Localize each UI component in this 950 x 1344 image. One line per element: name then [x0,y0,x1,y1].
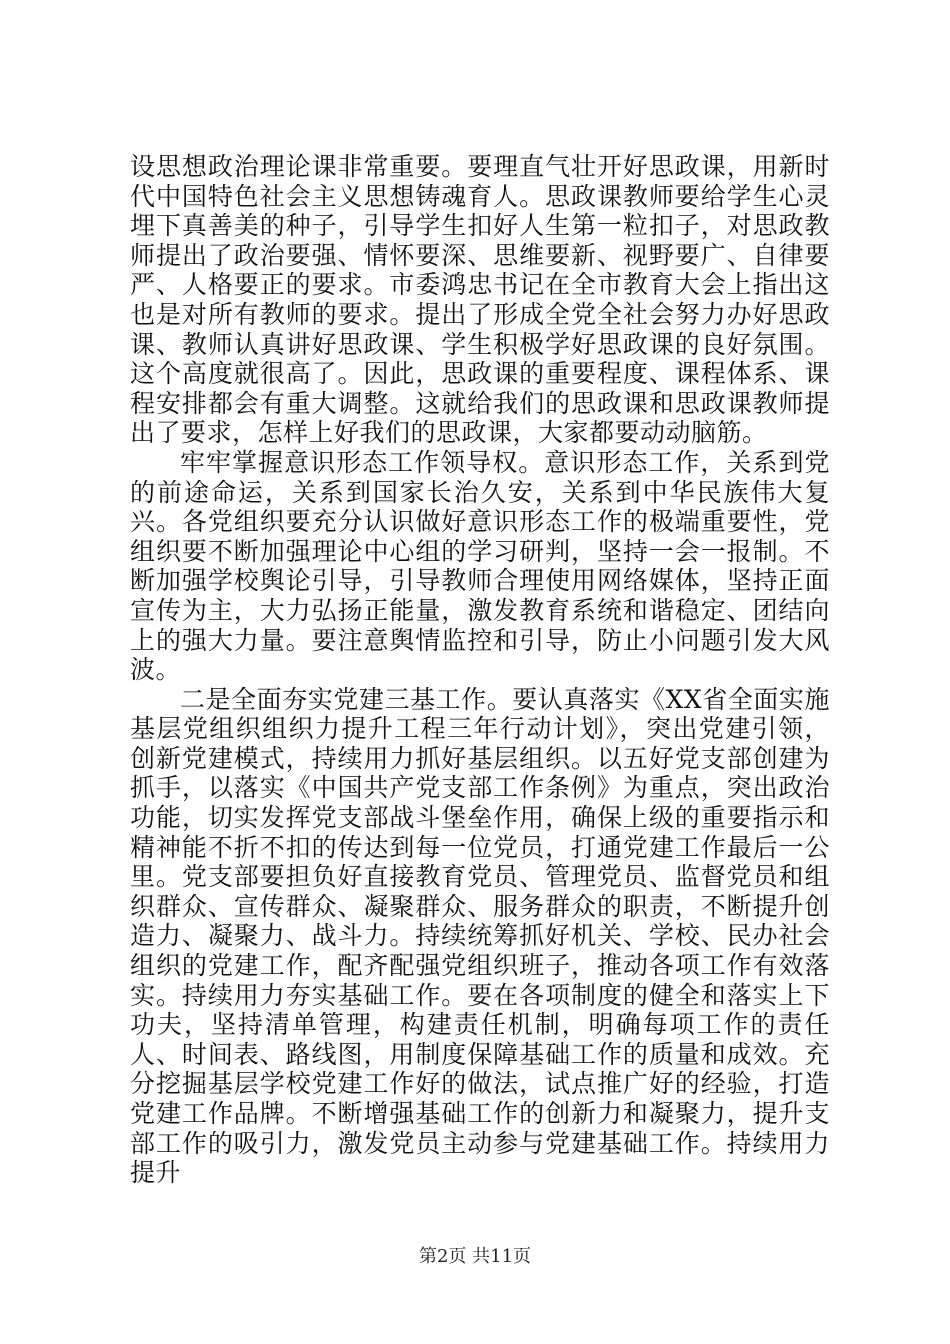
paragraph-3: 二是全面夯实党建三基工作。要认真落实《XX省全面实施基层党组织组织力提升工程三年行动计划》，突出党建引领，创新党建模式，持续用力抓好基层组织。以五好党支部创建为抓手，以落实《中国共产党支部工作条例》为重点，突出政治功能，切实发挥党支部战斗堡垒作用，确保上级的重要指示和精神能不折不扣的传达到每一位党员，打通党建工作最后一公里。党支部要担负好直接教育党员、管理党员、监督党员和组织群众、宣传群众、凝聚群众、服务群众的职责，不断提升创造力、凝聚力、战斗力。持续统筹抓好机关、学校、民办社会组织的党建工作，配齐配强党组织班子，推动各项工作有效落实。持续用力夯实基础工作。要在各项制度的健全和落实上下功夫，坚持清单管理，构建责任机制，明确每项工作的责任人、时间表、路线图，用制度保障基础工作的质量和成效。充分挖掘基层学校党建工作好的做法，试点推广好的经验，打造党建工作品牌。不断增强基础工作的创新力和凝聚力，提升支部工作的吸引力，激发党员主动参与党建基础工作。持续用力提升 [130,684,830,1188]
paragraph-2: 牢牢掌握意识形态工作领导权。意识形态工作，关系到党的前途命运，关系到国家长治久安，关系到中华民族伟大复兴。各党组织要充分认识做好意识形态工作的极端重要性，党组织要不断加强理论中心组的学习研判，坚持一会一报制。不断加强学校舆论引导，引导教师合理使用网络媒体，坚持正面宣传为主，大力弘扬正能量，激发教育系统和谐稳定、团结向上的强大力量。要注意舆情监控和引导，防止小问题引发大风波。 [130,447,830,685]
page-footer [0,1242,950,1268]
page-number-label: 第2页 共11页 [418,1246,532,1267]
paragraph-1: 设思想政治理论课非常重要。要理直气壮开好思政课，用新时代中国特色社会主义思想铸魂育人。思政课教师要给学生心灵埋下真善美的种子，引导学生扣好人生第一粒扣子，对思政教师提出了政治要强、情怀要深、思维要新、视野要广、自律要严、人格要正的要求。市委鸿忠书记在全市教育大会上指出这也是对所有教师的要求。提出了形成全党全社会努力办好思政课、教师认真讲好思政课、学生积极学好思政课的良好氛围。这个高度就很高了。因此，思政课的重要程度、课程体系、课程安排都会有重大调整。这就给我们的思政课和思政课教师提出了要求，怎样上好我们的思政课，大家都要动动脑筋。 [130,152,830,448]
document-body [130,152,830,1188]
